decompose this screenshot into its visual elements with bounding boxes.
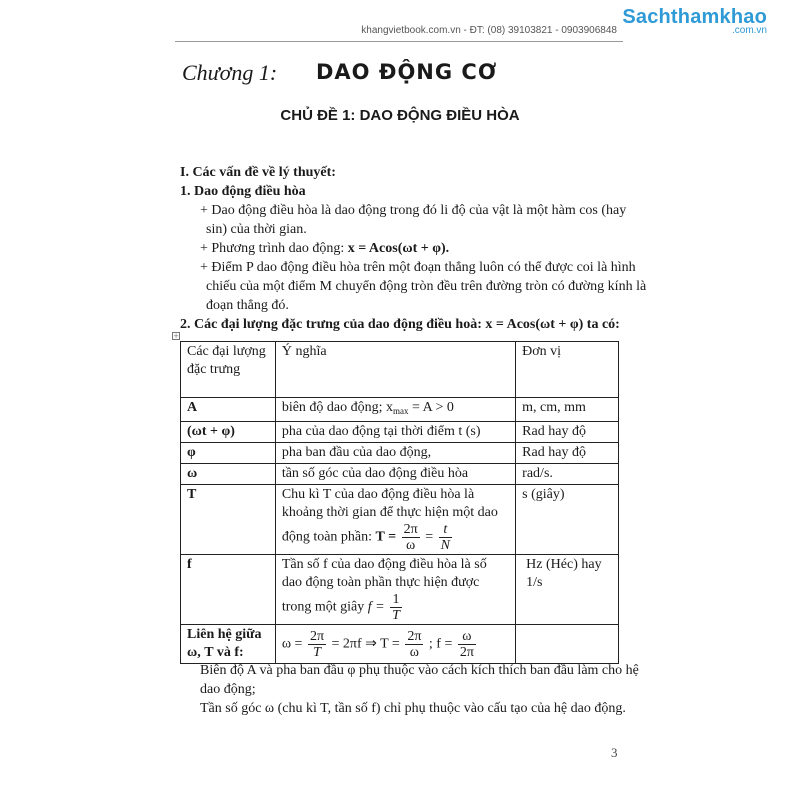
item2-title: 2. Các đại lượng đặc trưng của dao động điều hoà: x = Acos(ωt + φ) ta có: (180, 317, 620, 332)
header-divider (175, 41, 623, 42)
table-move-handle-icon[interactable]: + (173, 332, 179, 340)
fraction-denominator: N (440, 538, 450, 553)
row-meaning (275, 485, 515, 555)
row-meaning: pha ban đầu của dao động, (275, 443, 515, 464)
fraction-denominator: T (313, 645, 321, 660)
row-unit (516, 625, 619, 664)
header-meaning: Ý nghĩa (275, 342, 515, 398)
row-unit: m, cm, mm (516, 398, 619, 422)
period-fraction-1 (402, 522, 420, 553)
bullet3-line2: chiếu của một điểm M chuyển động tròn đều trên đường tròn có đường kính là (206, 279, 647, 294)
row-quantity: (ωt + φ) (181, 422, 276, 443)
row-meaning (275, 555, 515, 625)
quantities-table (180, 341, 619, 664)
table-header-row (181, 342, 619, 398)
row-meaning: pha của dao động tại thời điểm t (s) (275, 422, 515, 443)
table-row (181, 464, 619, 485)
row-unit: s (giây) (516, 485, 619, 555)
period-fraction-2 (439, 522, 452, 553)
note-line3: Tần số góc ω (chu kì T, tần số f) chỉ phụ thuộc vào cấu tạo của hệ dao động. (200, 701, 626, 716)
relation-fraction-1 (308, 629, 326, 660)
row-quantity: T (181, 485, 276, 555)
chapter-title: DAO ĐỘNG CƠ (316, 60, 498, 84)
header-quantity: Các đại lượng đặc trưng (181, 342, 276, 398)
topic-title: CHỦ ĐỀ 1: DAO ĐỘNG ĐIỀU HÒA (280, 107, 520, 124)
row-unit: rad/s. (516, 464, 619, 485)
equals-sign: = (425, 529, 434, 545)
relation-fraction-2 (405, 629, 423, 660)
relation-part-2: = 2πf ⇒ T = (331, 636, 400, 652)
row-unit: Hz (Héc) hay 1/s (516, 555, 619, 625)
fraction-numerator: t (439, 522, 452, 538)
table-row (181, 443, 619, 464)
row-meaning (275, 398, 515, 422)
row-quantity: φ (181, 443, 276, 464)
row-quantity: Liên hệ giữa ω, T và f: (181, 625, 276, 664)
frequency-fraction (390, 592, 402, 623)
relation-fraction-3 (458, 629, 476, 660)
fraction-numerator: 2π (407, 629, 422, 644)
bullet2 (200, 239, 449, 258)
fraction-numerator: 2π (309, 629, 325, 644)
header-unit: Đơn vị (516, 342, 619, 398)
bullet2-formula: x = Acos(ωt + φ). (347, 241, 450, 256)
meaning-subscript: max (393, 406, 409, 416)
bullet3-line1: + Điểm P dao động điều hòa trên một đoạn thẳng luôn có thể được coi là hình (200, 260, 636, 275)
chapter-label: Chương 1: (182, 60, 278, 85)
fraction-numerator: 1 (390, 592, 402, 608)
page-number: 3 (611, 745, 618, 760)
row-quantity: f (181, 555, 276, 625)
bullet1-line1: + Dao động điều hòa là dao động trong đó li độ của vật là một hàm cos (hay (200, 203, 627, 218)
item1-title: 1. Dao động điều hòa (180, 184, 306, 199)
row-meaning: tần số góc của dao động điều hòa (275, 464, 515, 485)
table-row (181, 485, 619, 555)
watermark-brand: Sachthamkhao (622, 6, 767, 28)
period-description: Chu kì T của dao động điều hòa là khoảng thời gian để thực hiện một dao động toàn phần: (281, 487, 498, 545)
fraction-numerator: ω (458, 629, 476, 645)
note-line2: dao động; (200, 682, 256, 697)
row-quantity: A (181, 398, 276, 422)
table-row (181, 625, 619, 664)
note-line1: Biên độ A và pha ban đầu φ phụ thuộc vào cách kích thích ban đầu làm cho hệ (200, 663, 639, 678)
row-meaning (275, 625, 515, 664)
fraction-denominator: T (392, 608, 400, 623)
frequency-description: Tần số f của dao động điều hòa là số dao động toàn phần thực hiện được trong một giây (281, 557, 487, 615)
bullet1-line2: sin) của thời gian. (206, 222, 307, 237)
table-row (181, 398, 619, 422)
fraction-denominator: 2π (459, 645, 474, 660)
table-row (181, 555, 619, 625)
period-formula-lhs: T = (375, 529, 397, 545)
relation-part-3: ; f = (428, 636, 453, 652)
row-unit: Rad hay độ (516, 443, 619, 464)
fraction-denominator: ω (406, 538, 416, 553)
watermark-domain: .com.vn (731, 25, 767, 36)
header-contact: khangvietbook.com.vn - ĐT: (08) 39103821 - 0903906848 (361, 25, 617, 36)
meaning-text-end: = A > 0 (408, 400, 454, 415)
fraction-numerator: 2π (403, 522, 418, 537)
bullet3-line3: đoạn thẳng đó. (206, 298, 289, 313)
relation-part-1: ω = (281, 636, 303, 652)
row-quantity: ω (181, 464, 276, 485)
meaning-text: biên độ dao động; x (281, 400, 394, 415)
section-heading: I. Các vấn đề về lý thuyết: (180, 165, 336, 180)
frequency-formula-lhs: f = (367, 599, 385, 615)
bullet2-prefix: + Phương trình dao động: (200, 241, 348, 256)
table-row (181, 422, 619, 443)
row-unit: Rad hay độ (516, 422, 619, 443)
fraction-denominator: ω (409, 645, 419, 660)
